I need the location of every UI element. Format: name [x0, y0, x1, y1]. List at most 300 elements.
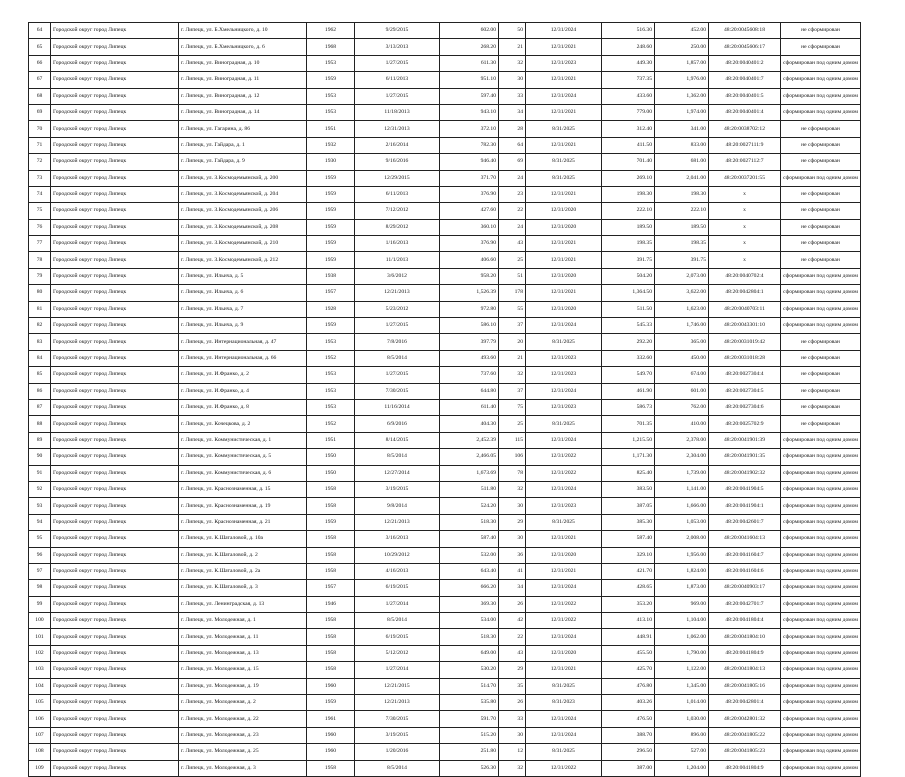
cell-land-area: 250.00: [655, 39, 709, 55]
cell-row-number: 93: [29, 498, 51, 514]
cell-land-status: сформирован под одним домом: [781, 760, 861, 776]
cell-cadastral-number: х: [709, 219, 781, 235]
cell-land-area: 410.00: [655, 416, 709, 432]
cell-area-total: 404.30: [440, 416, 499, 432]
cell-area-living: 387.05: [602, 498, 655, 514]
cell-residents: 42: [499, 613, 526, 629]
table-row: [29, 170, 861, 186]
table-row: [29, 383, 861, 399]
cell-deadline-date: 12/31/2022: [526, 596, 602, 612]
cell-row-number: 69: [29, 104, 51, 120]
cell-deadline-date: 12/31/2024: [526, 580, 602, 596]
cell-row-number: 91: [29, 465, 51, 481]
cell-area-total: 535.80: [440, 695, 499, 711]
cell-address: г. Липецк, ул. Кочецкова, д. 2: [179, 416, 307, 432]
cell-area-total: 737.60: [440, 367, 499, 383]
cell-land-status: сформирован под одним домом: [781, 531, 861, 547]
cell-area-total: 251.80: [440, 744, 499, 760]
cell-residents: 50: [499, 23, 526, 39]
cell-area-living: 353.20: [602, 596, 655, 612]
cell-cadastral-number: 48:20:0041805:22: [709, 727, 781, 743]
cell-area-living: 455.50: [602, 645, 655, 661]
cell-year-built: 1959: [307, 170, 355, 186]
cell-land-area: 969.00: [655, 596, 709, 612]
table-row: [29, 695, 861, 711]
cell-land-status: не сформирован: [781, 334, 861, 350]
cell-deadline-date: 12/31/2021: [526, 104, 602, 120]
cell-area-living: 189.50: [602, 219, 655, 235]
cell-land-area: 198.35: [655, 236, 709, 252]
cell-address: г. Липецк, ул. З.Космодемьянской, д. 210: [179, 236, 307, 252]
cell-date: 8/14/2015: [355, 432, 440, 448]
cell-area-total: 376.90: [440, 236, 499, 252]
cell-cadastral-number: 48:20:0027304:6: [709, 399, 781, 415]
cell-land-area: 1,873.00: [655, 580, 709, 596]
cell-cadastral-number: х: [709, 252, 781, 268]
cell-date: 8/5/2014: [355, 760, 440, 776]
table-row: [29, 449, 861, 465]
cell-address: г. Липецк, ул. Молодежная, д. 2: [179, 695, 307, 711]
cell-land-area: 601.00: [655, 383, 709, 399]
cell-date: 12/21/2013: [355, 285, 440, 301]
cell-area-living: 516.30: [602, 23, 655, 39]
cell-area-living: 428.65: [602, 580, 655, 596]
cell-deadline-date: 12/31/2023: [526, 399, 602, 415]
cell-land-area: 1,362.00: [655, 88, 709, 104]
cell-year-built: 1930: [307, 154, 355, 170]
cell-residents: 69: [499, 154, 526, 170]
cell-cadastral-number: 48:20:0027304:5: [709, 383, 781, 399]
cell-deadline-date: 12/31/2021: [526, 72, 602, 88]
cell-row-number: 75: [29, 203, 51, 219]
cell-row-number: 94: [29, 514, 51, 530]
cell-land-status: сформирован под одним домом: [781, 88, 861, 104]
cell-area-living: 449.30: [602, 55, 655, 71]
cell-year-built: 1953: [307, 367, 355, 383]
cell-row-number: 99: [29, 596, 51, 612]
cell-date: 12/21/2013: [355, 514, 440, 530]
cell-residents: 37: [499, 318, 526, 334]
cell-municipality: Городской округ город Липецк: [51, 580, 179, 596]
cell-deadline-date: 12/31/2020: [526, 645, 602, 661]
cell-row-number: 105: [29, 695, 51, 711]
cell-year-built: 1953: [307, 88, 355, 104]
cell-year-built: 1959: [307, 514, 355, 530]
table-row: [29, 662, 861, 678]
cell-deadline-date: 12/31/2020: [526, 301, 602, 317]
cell-residents: 115: [499, 432, 526, 448]
cell-land-status: не сформирован: [781, 23, 861, 39]
cell-year-built: 1958: [307, 531, 355, 547]
cell-area-living: 701.40: [602, 154, 655, 170]
cell-municipality: Городской округ город Липецк: [51, 498, 179, 514]
cell-municipality: Городской округ город Липецк: [51, 399, 179, 415]
cell-area-living: 332.60: [602, 350, 655, 366]
cell-municipality: Городской округ город Липецк: [51, 55, 179, 71]
table-row: [29, 104, 861, 120]
cell-deadline-date: 12/31/2024: [526, 23, 602, 39]
cell-date: 3/19/2015: [355, 727, 440, 743]
cell-area-total: 958.20: [440, 268, 499, 284]
cell-row-number: 82: [29, 318, 51, 334]
cell-address: г. Липецк, ул. Виноградная, д. 11: [179, 72, 307, 88]
cell-residents: 28: [499, 121, 526, 137]
cell-land-status: сформирован под одним домом: [781, 711, 861, 727]
cell-cadastral-number: 48:20:0040401:4: [709, 104, 781, 120]
cell-land-status: сформирован под одним домом: [781, 465, 861, 481]
cell-deadline-date: 12/31/2023: [526, 367, 602, 383]
cell-date: 7/8/2016: [355, 334, 440, 350]
cell-residents: 30: [499, 498, 526, 514]
cell-cadastral-number: 48:20:0041904:1: [709, 498, 781, 514]
cell-area-total: 532.00: [440, 547, 499, 563]
cell-cadastral-number: 48:20:0041904:5: [709, 481, 781, 497]
cell-deadline-date: 12/31/2024: [526, 432, 602, 448]
cell-municipality: Городской округ город Липецк: [51, 268, 179, 284]
cell-date: 8/5/2014: [355, 613, 440, 629]
cell-area-living: 312.40: [602, 121, 655, 137]
cell-deadline-date: 8/31/2025: [526, 334, 602, 350]
cell-cadastral-number: 48:20:0038702:12: [709, 121, 781, 137]
cell-municipality: Городской округ город Липецк: [51, 367, 179, 383]
cell-area-total: 427.60: [440, 203, 499, 219]
cell-date: 6/11/2013: [355, 72, 440, 88]
cell-municipality: Городской округ город Липецк: [51, 514, 179, 530]
cell-deadline-date: 12/31/2021: [526, 186, 602, 202]
cell-address: г. Липецк, ул. Коммунистическая, д. 6: [179, 465, 307, 481]
cell-land-status: не сформирован: [781, 121, 861, 137]
cell-municipality: Городской округ город Липецк: [51, 547, 179, 563]
cell-deadline-date: 8/31/2023: [526, 695, 602, 711]
cell-address: г. Липецк, ул. Молодежная, д. 1: [179, 613, 307, 629]
cell-municipality: Городской округ город Липецк: [51, 481, 179, 497]
cell-date: 2/16/2014: [355, 137, 440, 153]
cell-cadastral-number: 48:20:0040702:4: [709, 268, 781, 284]
table-row: [29, 416, 861, 432]
cell-row-number: 78: [29, 252, 51, 268]
cell-municipality: Городской округ город Липецк: [51, 104, 179, 120]
table-row: [29, 137, 861, 153]
cell-area-total: 943.10: [440, 104, 499, 120]
cell-residents: 32: [499, 367, 526, 383]
cell-municipality: Городской округ город Липецк: [51, 39, 179, 55]
table-row: [29, 367, 861, 383]
cell-area-living: 387.00: [602, 760, 655, 776]
cell-area-living: 701.35: [602, 416, 655, 432]
cell-cadastral-number: 48:20:0040401:5: [709, 88, 781, 104]
cell-area-total: 1,526.39: [440, 285, 499, 301]
table-row: [29, 498, 861, 514]
table-row: [29, 55, 861, 71]
table-row: [29, 23, 861, 39]
cell-land-area: 1,062.00: [655, 629, 709, 645]
cell-residents: 37: [499, 383, 526, 399]
cell-year-built: 1959: [307, 219, 355, 235]
cell-address: г. Липецк, ул. К.Шаталовой, д. 2: [179, 547, 307, 563]
cell-year-built: 1953: [307, 334, 355, 350]
cell-residents: 24: [499, 170, 526, 186]
cell-area-living: 248.60: [602, 39, 655, 55]
cell-year-built: 1960: [307, 744, 355, 760]
cell-area-total: 597.40: [440, 88, 499, 104]
cell-land-status: сформирован под одним домом: [781, 301, 861, 317]
cell-cadastral-number: 48:20:0041902:32: [709, 465, 781, 481]
cell-municipality: Городской округ город Липецк: [51, 383, 179, 399]
cell-row-number: 72: [29, 154, 51, 170]
cell-land-status: сформирован под одним домом: [781, 645, 861, 661]
cell-land-area: 2,304.00: [655, 449, 709, 465]
cell-area-total: 666.20: [440, 580, 499, 596]
cell-year-built: 1932: [307, 137, 355, 153]
cell-year-built: 1960: [307, 727, 355, 743]
cell-address: г. Липецк, ул. Интернациональная, д. 47: [179, 334, 307, 350]
cell-area-living: 388.70: [602, 727, 655, 743]
cell-land-status: не сформирован: [781, 236, 861, 252]
cell-cadastral-number: х: [709, 236, 781, 252]
cell-area-total: 524.20: [440, 498, 499, 514]
cell-residents: 34: [499, 580, 526, 596]
cell-land-status: сформирован под одним домом: [781, 563, 861, 579]
cell-land-status: не сформирован: [781, 252, 861, 268]
cell-year-built: 1959: [307, 186, 355, 202]
cell-cadastral-number: х: [709, 186, 781, 202]
cell-area-living: 411.50: [602, 137, 655, 153]
cell-land-area: 681.00: [655, 154, 709, 170]
cell-row-number: 89: [29, 432, 51, 448]
cell-year-built: 1938: [307, 268, 355, 284]
cell-date: 5/12/2012: [355, 645, 440, 661]
cell-land-area: 1,824.00: [655, 563, 709, 579]
cell-area-living: 403.26: [602, 695, 655, 711]
cell-municipality: Городской округ город Липецк: [51, 186, 179, 202]
cell-date: 3/16/2013: [355, 531, 440, 547]
cell-year-built: 1953: [307, 399, 355, 415]
table-row: [29, 613, 861, 629]
cell-address: г. Липецк, ул. Краснознаменная, д. 15: [179, 481, 307, 497]
table-row: [29, 744, 861, 760]
cell-address: г. Липецк, ул. К.Шаталовой, д. 2а: [179, 563, 307, 579]
cell-year-built: 1958: [307, 563, 355, 579]
cell-residents: 24: [499, 219, 526, 235]
cell-land-status: не сформирован: [781, 203, 861, 219]
cell-land-area: 1,030.00: [655, 711, 709, 727]
cell-residents: 25: [499, 252, 526, 268]
cell-year-built: 1952: [307, 350, 355, 366]
table-row: [29, 514, 861, 530]
cell-land-area: 1,956.00: [655, 547, 709, 563]
cell-residents: 33: [499, 88, 526, 104]
cell-area-living: 461.90: [602, 383, 655, 399]
cell-residents: 43: [499, 236, 526, 252]
cell-municipality: Городской округ город Липецк: [51, 219, 179, 235]
cell-residents: 33: [499, 711, 526, 727]
cell-land-status: сформирован под одним домом: [781, 514, 861, 530]
cell-municipality: Городской округ город Липецк: [51, 203, 179, 219]
cell-year-built: 1958: [307, 498, 355, 514]
cell-row-number: 64: [29, 23, 51, 39]
cell-deadline-date: 12/31/2022: [526, 465, 602, 481]
cell-year-built: 1959: [307, 236, 355, 252]
cell-date: 11/16/2014: [355, 399, 440, 415]
cell-row-number: 100: [29, 613, 51, 629]
table-row: [29, 596, 861, 612]
cell-residents: 178: [499, 285, 526, 301]
cell-land-status: сформирован под одним домом: [781, 318, 861, 334]
cell-address: г. Липецк, ул. Молодежная, д. 25: [179, 744, 307, 760]
cell-land-area: 2,378.00: [655, 432, 709, 448]
cell-row-number: 102: [29, 645, 51, 661]
cell-deadline-date: 8/31/2025: [526, 678, 602, 694]
cell-municipality: Городской округ город Липецк: [51, 301, 179, 317]
cell-land-status: сформирован под одним домом: [781, 449, 861, 465]
table-row: [29, 580, 861, 596]
cell-date: 12/27/2014: [355, 465, 440, 481]
cell-deadline-date: 12/31/2023: [526, 350, 602, 366]
cell-row-number: 104: [29, 678, 51, 694]
cell-deadline-date: 12/31/2022: [526, 613, 602, 629]
cell-deadline-date: 12/31/2024: [526, 318, 602, 334]
cell-date: 6/19/2015: [355, 580, 440, 596]
cell-deadline-date: 12/31/2020: [526, 219, 602, 235]
cell-municipality: Городской округ город Липецк: [51, 711, 179, 727]
cell-cadastral-number: 48:20:0041805:23: [709, 744, 781, 760]
table-row: [29, 301, 861, 317]
cell-area-living: 587.40: [602, 531, 655, 547]
cell-date: 3/6/2012: [355, 268, 440, 284]
cell-cadastral-number: 48:20:0027112:7: [709, 154, 781, 170]
cell-area-living: 198.30: [602, 186, 655, 202]
cell-land-area: 1,666.00: [655, 498, 709, 514]
cell-land-status: сформирован под одним домом: [781, 580, 861, 596]
cell-address: г. Липецк, ул. Б.Хмельницкого, д. 10: [179, 23, 307, 39]
cell-area-total: 511.80: [440, 481, 499, 497]
cell-date: 1/27/2015: [355, 55, 440, 71]
cell-deadline-date: 12/31/2022: [526, 449, 602, 465]
cell-municipality: Городской округ город Липецк: [51, 121, 179, 137]
cell-cadastral-number: 48:20:0027111:9: [709, 137, 781, 153]
cell-area-total: 649.00: [440, 645, 499, 661]
cell-address: г. Липецк, ул. Коммунистическая, д. 5: [179, 449, 307, 465]
cell-deadline-date: 12/31/2024: [526, 88, 602, 104]
cell-address: г. Липецк, ул. Молодежная, д. 22: [179, 711, 307, 727]
table-row: [29, 645, 861, 661]
cell-deadline-date: 12/31/2021: [526, 285, 602, 301]
cell-land-area: 1,014.00: [655, 695, 709, 711]
cell-residents: 26: [499, 695, 526, 711]
cell-land-area: 896.00: [655, 727, 709, 743]
cell-row-number: 92: [29, 481, 51, 497]
table-row: [29, 268, 861, 284]
cell-deadline-date: 12/31/2021: [526, 252, 602, 268]
cell-area-living: 391.75: [602, 252, 655, 268]
cell-land-status: не сформирован: [781, 416, 861, 432]
cell-date: 11/18/2013: [355, 104, 440, 120]
cell-residents: 26: [499, 596, 526, 612]
cell-date: 8/5/2014: [355, 350, 440, 366]
cell-address: г. Липецк, ул. Коммунистическая, д. 1: [179, 432, 307, 448]
table-row: [29, 334, 861, 350]
table-row: [29, 727, 861, 743]
cell-address: г. Липецк, ул. Молодежная, д. 23: [179, 727, 307, 743]
cell-area-total: 602.00: [440, 23, 499, 39]
cell-land-status: не сформирован: [781, 154, 861, 170]
cell-date: 9/16/2016: [355, 154, 440, 170]
cell-year-built: 1958: [307, 629, 355, 645]
cell-address: г. Липецк, ул. Молодежная, д. 11: [179, 629, 307, 645]
cell-date: 8/5/2014: [355, 449, 440, 465]
cell-area-total: 587.40: [440, 531, 499, 547]
cell-municipality: Городской округ город Липецк: [51, 695, 179, 711]
cell-date: 11/1/2013: [355, 252, 440, 268]
cell-residents: 32: [499, 55, 526, 71]
cell-land-status: сформирован под одним домом: [781, 596, 861, 612]
table-row: [29, 399, 861, 415]
cell-row-number: 87: [29, 399, 51, 415]
cell-address: г. Липецк, ул. З.Космодемьянской, д. 206: [179, 203, 307, 219]
table-row: [29, 432, 861, 448]
cell-land-area: 833.00: [655, 137, 709, 153]
cell-land-status: сформирован под одним домом: [781, 744, 861, 760]
cell-land-area: 1,976.00: [655, 72, 709, 88]
cell-area-living: 433.60: [602, 88, 655, 104]
cell-municipality: Городской округ город Липецк: [51, 252, 179, 268]
cell-deadline-date: 12/31/2024: [526, 383, 602, 399]
cell-land-area: 1,790.00: [655, 645, 709, 661]
cell-area-living: 425.70: [602, 662, 655, 678]
cell-area-total: 591.70: [440, 711, 499, 727]
cell-cadastral-number: 48:20:0042801:4: [709, 695, 781, 711]
cell-address: г. Липецк, ул. Ленинградская, д. 13: [179, 596, 307, 612]
cell-address: г. Липецк, ул. Гагарина, д. 86: [179, 121, 307, 137]
cell-deadline-date: 12/31/2023: [526, 55, 602, 71]
cell-row-number: 77: [29, 236, 51, 252]
cell-area-total: 397.79: [440, 334, 499, 350]
cell-area-total: 586.10: [440, 318, 499, 334]
cell-residents: 41: [499, 563, 526, 579]
cell-date: 6/11/2013: [355, 186, 440, 202]
cell-year-built: 1953: [307, 55, 355, 71]
cell-year-built: 1958: [307, 645, 355, 661]
cell-area-living: 448.91: [602, 629, 655, 645]
cell-residents: 35: [499, 678, 526, 694]
cell-address: г. Липецк, ул. Ильича, д. 6: [179, 285, 307, 301]
cell-date: 12/29/2015: [355, 170, 440, 186]
cell-deadline-date: 12/31/2020: [526, 203, 602, 219]
cell-date: 5/23/2012: [355, 301, 440, 317]
cell-address: г. Липецк, ул. Гайдара, д. 9: [179, 154, 307, 170]
cell-cadastral-number: 48:20:0037201:55: [709, 170, 781, 186]
cell-area-total: 611.30: [440, 55, 499, 71]
cell-year-built: 1952: [307, 416, 355, 432]
cell-address: г. Липецк, ул. Молодежная, д. 13: [179, 645, 307, 661]
cell-date: 12/31/2013: [355, 121, 440, 137]
cell-deadline-date: 12/31/2021: [526, 236, 602, 252]
cell-year-built: 1959: [307, 252, 355, 268]
table-row: [29, 711, 861, 727]
cell-land-status: не сформирован: [781, 399, 861, 415]
cell-row-number: 74: [29, 186, 51, 202]
cell-residents: 21: [499, 350, 526, 366]
cell-deadline-date: 12/31/2023: [526, 498, 602, 514]
cell-residents: 29: [499, 662, 526, 678]
cell-row-number: 70: [29, 121, 51, 137]
cell-deadline-date: 8/31/2025: [526, 416, 602, 432]
cell-municipality: Городской округ город Липецк: [51, 645, 179, 661]
cell-land-area: 1,345.00: [655, 678, 709, 694]
cell-area-living: 511.50: [602, 301, 655, 317]
cell-area-living: 222.10: [602, 203, 655, 219]
cell-area-living: 737.35: [602, 72, 655, 88]
